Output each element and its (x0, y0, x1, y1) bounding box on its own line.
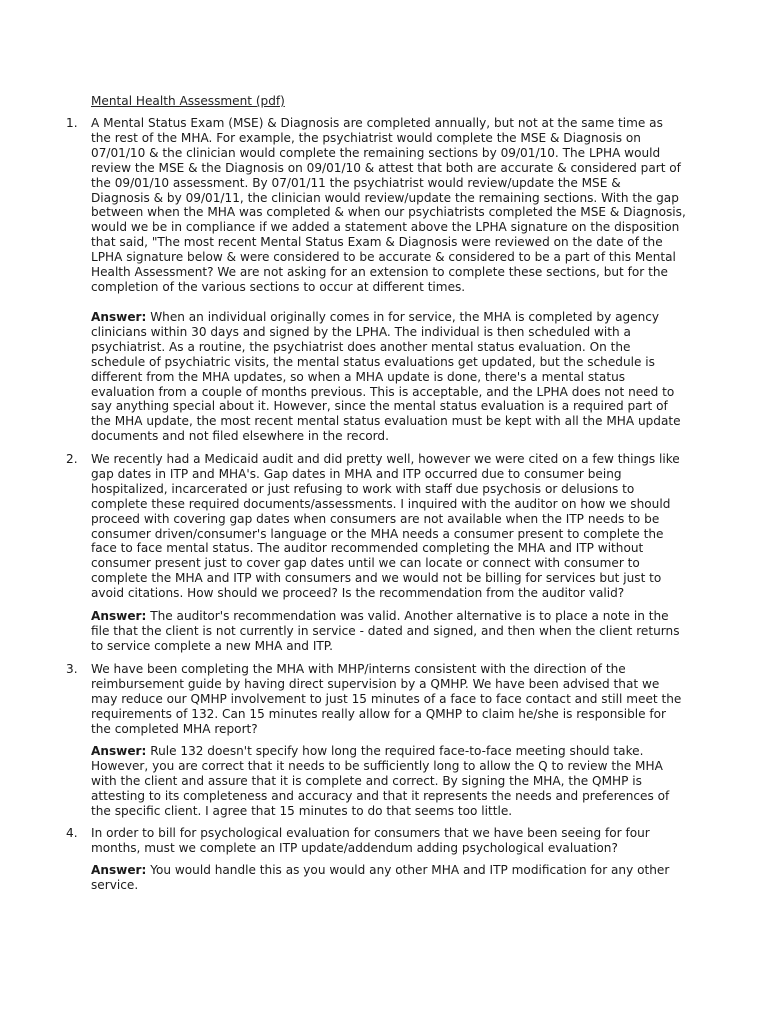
answer-line: the specific client. I agree that 15 minutes to do that seems too little. (91, 803, 513, 818)
question-line: A Mental Status Exam (MSE) & Diagnosis are completed annually, but not at the same time as (91, 116, 663, 130)
question-line: completion of the various sections to occur at different times. (91, 279, 466, 294)
answer-line-text: You would handle this as you would any other MHA and ITP modification for any other (150, 863, 670, 877)
answer-line (91, 609, 686, 624)
question-line: Health Assessment? We are not asking for an extension to complete these sections, but for the (91, 265, 668, 280)
answer-block (91, 609, 686, 654)
answer-label: Answer: (91, 310, 147, 324)
mental-health-assessment-pdf-link[interactable]: Mental Health Assessment (pdf) (91, 94, 285, 108)
answer-line-text: When an individual originally comes in for service, the MHA is completed by agency (150, 310, 660, 324)
question-line: requirements of 132. Can 15 minutes really allow for a QMHP to claim he/she is responsible for (91, 706, 667, 721)
item-number: 1. (66, 116, 78, 130)
answer-line (91, 310, 686, 325)
answer-label: Answer: (91, 609, 147, 623)
question-line: would we be in compliance if we added a statement above the LPHA signature on the disposition (91, 220, 680, 235)
answer-line: say anything special about it. However, since the mental status evaluation is a required part of (91, 399, 668, 414)
answer-line: the MHA update, the most recent mental status evaluation must be kept with all the MHA update (91, 414, 681, 429)
answer-line-text: Rule 132 doesn't specify how long the required face-to-face meeting should take. (150, 744, 644, 758)
question-line: the 09/01/10 assessment. By 07/01/11 the psychiatrist would review/update the MSE & (91, 175, 621, 190)
answer-line: to service complete a new MHA and ITP. (91, 638, 334, 653)
answer-line: However, you are correct that it needs to be sufficiently long to allow the Q to review the MHA (91, 758, 663, 773)
item-number: 2. (66, 452, 78, 466)
question-line: Diagnosis & by 09/01/11, the clinician would review/update the remaining sections. With the gap (91, 190, 679, 205)
answer-line-text: The auditor's recommendation was valid. Another alternative is to place a note in the (150, 609, 669, 623)
answer-block (91, 744, 686, 819)
item-number: 4. (66, 826, 78, 840)
answer-line (91, 744, 686, 759)
question-text (91, 452, 686, 601)
question-line: LPHA signature below & were considered to be accurate & considered to be a part of this Mental (91, 250, 676, 265)
question-text (91, 826, 686, 856)
answer-block (91, 863, 686, 893)
answer-line: service. (91, 877, 139, 892)
question-line: hospitalized, incarcerated or just refusing to work with staff due psychosis or delusions to (91, 481, 635, 496)
question-line: between when the MHA was completed & when our psychiatrists completed the MSE & Diagnosis, (91, 205, 686, 220)
question-line: gap dates in ITP and MHA's. Gap dates in MHA and ITP occurred due to consumer being (91, 466, 622, 481)
question-line: months, must we complete an ITP update/addendum adding psychological evaluation? (91, 840, 618, 855)
question-line: the completed MHA report? (91, 721, 258, 736)
answer-line: clinicians within 30 days and signed by the LPHA. The individual is then scheduled with a (91, 324, 631, 339)
question-line: consumer present just to cover gap dates until we can locate or connect with consumer to (91, 556, 640, 571)
question-line: We have been completing the MHA with MHP/interns consistent with the direction of the (91, 662, 626, 676)
question-line: complete these required documents/assessments. I inquired with the auditor on how we should (91, 496, 671, 511)
item-number: 3. (66, 662, 78, 676)
answer-line (91, 863, 686, 878)
answer-line: documents and not filed elsewhere in the record. (91, 429, 389, 444)
question-line: the rest of the MHA. For example, the psychiatrist would complete the MSE & Diagnosis on (91, 130, 641, 145)
answer-line: with the client and assure that it is complete and correct. By signing the MHA, the QMHP is (91, 773, 642, 788)
answer-line: psychiatrist. As a routine, the psychiatrist does another mental status evaluation. On the (91, 339, 631, 354)
question-line: 07/01/10 & the clinician would complete the remaining sections by 09/01/10. The LPHA would (91, 145, 661, 160)
question-line: reimbursement guide by having direct supervision by a QMHP. We have been advised that we (91, 676, 660, 691)
question-line: face to face mental status. The auditor recommended completing the MHA and ITP without (91, 541, 644, 556)
answer-block (91, 310, 686, 444)
answer-line: different from the MHA updates, so when a MHA update is done, there's a mental status (91, 369, 626, 384)
question-line: complete the MHA and ITP with consumers and we would not be billing for services but just to (91, 571, 662, 586)
answer-line: attesting to its completeness and accuracy and that it represents the needs and preferences of (91, 788, 670, 803)
question-line: proceed with covering gap dates when consumers are not available when the ITP needs to be (91, 511, 660, 526)
answer-line: evaluation from a couple of months previous. This is acceptable, and the LPHA does not need to (91, 384, 675, 399)
answer-line: file that the client is not currently in service - dated and signed, and then when the client returns (91, 623, 680, 638)
answer-line: schedule of psychiatric visits, the mental status evaluations get updated, but the schedule is (91, 354, 655, 369)
question-line: avoid citations. How should we proceed? Is the recommendation from the auditor valid? (91, 586, 625, 601)
answer-label: Answer: (91, 863, 147, 877)
question-text (91, 662, 686, 737)
question-line: consumer driven/consumer's language or the MHA needs a consumer present to complete the (91, 526, 664, 541)
question-text (91, 116, 686, 295)
question-line: review the MSE & the Diagnosis on 09/01/10 & attest that both are accurate & considered part of (91, 160, 681, 175)
question-line: We recently had a Medicaid audit and did pretty well, however we were cited on a few things like (91, 452, 680, 466)
question-line: In order to bill for psychological evaluation for consumers that we have been seeing for four (91, 826, 650, 840)
answer-label: Answer: (91, 744, 147, 758)
question-line: may reduce our QMHP involvement to just 15 minutes of a face to face contact and still meet the (91, 691, 682, 706)
question-line: that said, "The most recent Mental Status Exam & Diagnosis were reviewed on the date of the (91, 235, 663, 250)
